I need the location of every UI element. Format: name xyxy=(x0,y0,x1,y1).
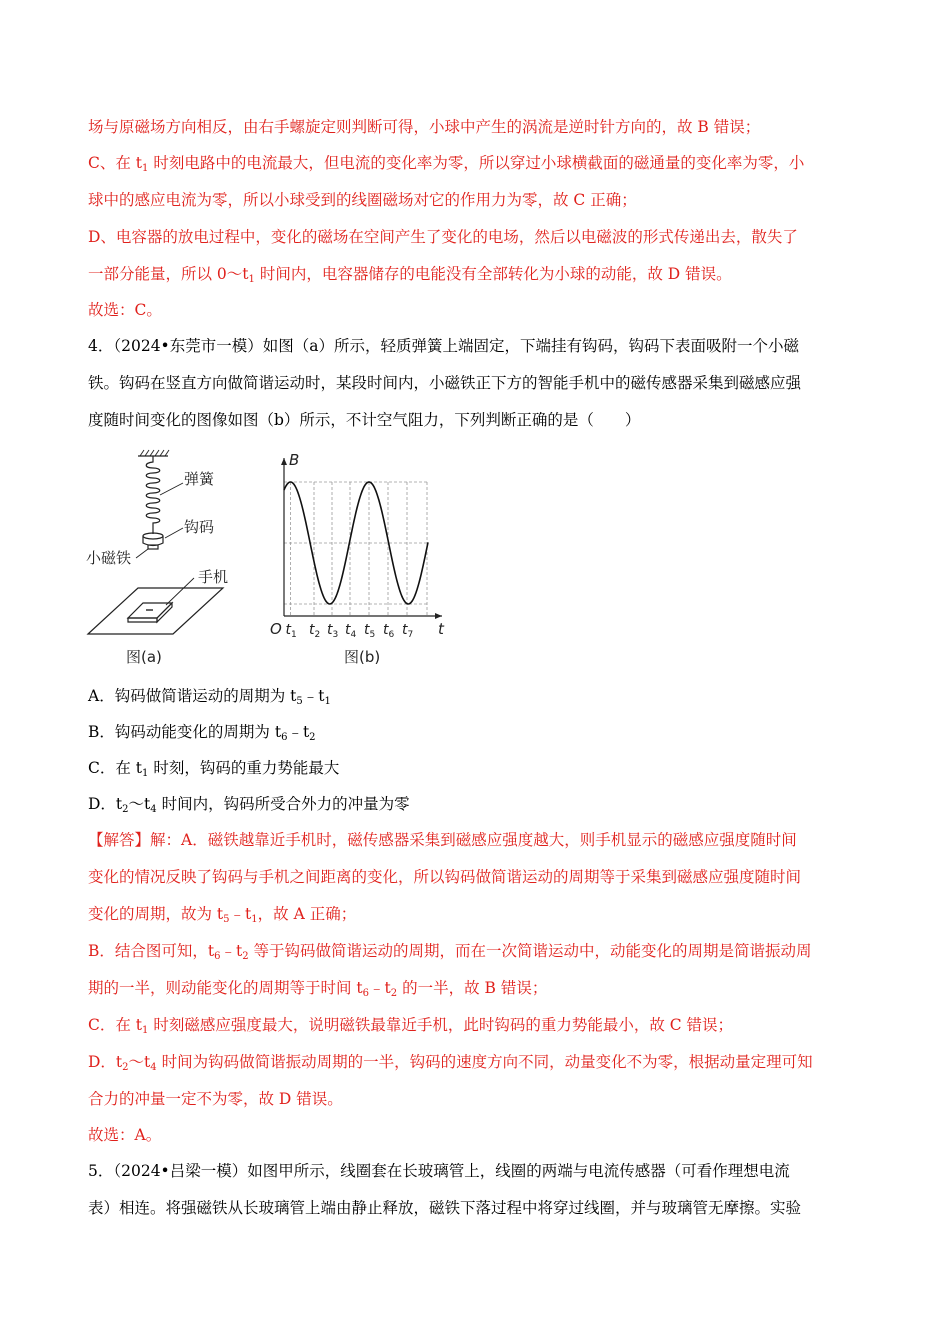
answer-line-1 xyxy=(88,116,760,138)
text-run: C、在 t xyxy=(88,154,143,172)
text-run: 的一半，故 B 错误； xyxy=(397,979,548,997)
text-run: ﹣t xyxy=(369,979,391,997)
answer-line-4 xyxy=(88,226,798,248)
tick-letter: t xyxy=(402,622,408,638)
question-4-line-1 xyxy=(88,335,799,357)
text-run: 5．（2024•吕梁一模）如图甲所示，线圈套在长玻璃管上，线圈的两端与电流传感器（可看作理想电流 xyxy=(88,1162,790,1180)
tick-subscript: 7 xyxy=(407,630,414,640)
tick-label-t3 xyxy=(327,622,338,640)
tick-label-t6 xyxy=(383,622,395,640)
option-b xyxy=(88,721,316,749)
spring-leader xyxy=(160,483,183,495)
text-run: ～t xyxy=(128,1053,151,1071)
tick-subscript: 4 xyxy=(350,630,357,640)
text-run: 故选：C。 xyxy=(88,301,162,319)
text-run: 铁。钩码在竖直方向做简谐运动时，某段时间内，小磁铁正下方的智能手机中的磁传感器采集到磁感应强 xyxy=(88,374,802,392)
tick-letter: t xyxy=(327,622,333,638)
solution-line-2 xyxy=(88,866,801,888)
subscript: 6 xyxy=(362,988,370,999)
solution-line-3 xyxy=(88,903,356,931)
text-run: 【解答】解：A．磁铁越靠近手机时，磁传感器采集到磁感应强度越大，则手机显示的磁感应强度随时间 xyxy=(88,831,797,849)
solution-line-5 xyxy=(88,977,547,1005)
tick-label-t2 xyxy=(309,622,320,640)
text-run: 时刻磁感应强度最大，说明磁铁最靠近手机，此时钩码的重力势能最小，故 C 错误； xyxy=(148,1016,734,1034)
answer-line-5 xyxy=(88,263,732,291)
weight-label: 钩码 xyxy=(184,518,215,536)
figure-svg xyxy=(86,448,466,673)
subscript: 2 xyxy=(122,1062,129,1073)
text-run: 时间内，电容器储存的电能没有全部转化为小球的动能，故 D 错误。 xyxy=(254,265,732,283)
answer-line-3 xyxy=(88,189,637,211)
text-run: D、电容器的放电过程中，变化的磁场在空间产生了变化的电场，然后以电磁波的形式传递出去，散失了 xyxy=(88,228,798,246)
solution-choice-line xyxy=(88,1124,161,1146)
text-run: 场与原磁场方向相反，由右手螺旋定则判断可得，小球中产生的涡流是逆时针方向的，故 B 错误； xyxy=(88,118,761,136)
question-4-line-2 xyxy=(88,372,801,394)
option-a xyxy=(88,685,331,713)
subscript: 5 xyxy=(223,914,230,925)
subscript: 6 xyxy=(214,951,221,962)
text-run: 时间内，钩码所受合外力的冲量为零 xyxy=(156,795,410,813)
tick-subscript: 2 xyxy=(314,630,321,640)
text-run: D．t xyxy=(88,795,123,813)
text-run: A．钩码做简谐运动的周期为 t xyxy=(88,687,297,705)
subscript: 2 xyxy=(390,988,398,999)
weight-leader xyxy=(165,528,183,538)
tick-label-t5 xyxy=(364,622,375,640)
subscript: 2 xyxy=(122,804,129,815)
tick-letter: t xyxy=(345,622,351,638)
text-run: ﹣t xyxy=(229,905,252,923)
text-run: 变化的情况反映了钩码与手机之间距离的变化，所以钩码做简谐运动的周期等于采集到磁感应强度随时间 xyxy=(88,868,802,886)
solution-line-8 xyxy=(88,1088,343,1110)
tick-subscript: 5 xyxy=(369,630,376,640)
spring-label: 弹簧 xyxy=(184,470,215,488)
tick-labels xyxy=(286,622,414,640)
question-5-line-1 xyxy=(88,1160,790,1182)
magnet-leader xyxy=(136,549,148,558)
text-run: 度随时间变化的图像如图（b）所示，不计空气阻力，下列判断正确的是（ ） xyxy=(88,411,641,429)
text-run: 球中的感应电流为零，所以小球受到的线圈磁场对它的作用力为零，故 C 正确； xyxy=(88,191,637,209)
text-run: 时间为钩码做简谐振动周期的一半，钩码的速度方向不同，动量变化不为零，根据动量定理可知 xyxy=(156,1053,813,1071)
magnet-shape xyxy=(148,545,158,549)
subscript: 4 xyxy=(150,1062,157,1073)
answer-line-2 xyxy=(88,152,804,180)
figure-a-caption: 图(a) xyxy=(126,648,162,666)
option-c xyxy=(88,757,339,785)
answer-choice-line xyxy=(88,299,162,321)
b-axis-label: B xyxy=(289,451,300,469)
subscript: 2 xyxy=(309,732,316,743)
phone-label: 手机 xyxy=(198,568,229,586)
tick-label-t7 xyxy=(402,622,413,640)
text-run: 表）相连。将强磁铁从长玻璃管上端由静止释放，磁铁下落过程中将穿过线圈，并与玻璃管无摩擦。实验 xyxy=(88,1199,802,1217)
tick-label-t1 xyxy=(286,622,297,640)
question-5-line-2 xyxy=(88,1197,801,1219)
t-axis-label: t xyxy=(438,620,444,638)
tick-letter: t xyxy=(285,622,291,638)
text-run: 等于钩码做简谐运动的周期，而在一次简谐运动中，动能变化的周期是简谐振动周 xyxy=(248,942,812,960)
text-run: 时刻电路中的电流最大，但电流的变化率为零，所以穿过小球横截面的磁通量的变化率为零，小 xyxy=(148,154,805,172)
option-d xyxy=(88,793,410,821)
solution-line-6 xyxy=(88,1014,733,1042)
text-run: ﹣t xyxy=(302,687,325,705)
text-run: 故选：A。 xyxy=(88,1126,162,1144)
text-run: 期的一半，则动能变化的周期等于时间 t xyxy=(88,979,363,997)
subscript: 1 xyxy=(142,163,149,174)
text-run: ，故 A 正确； xyxy=(257,905,357,923)
subscript: 5 xyxy=(296,696,303,707)
text-run: B．钩码动能变化的周期为 t xyxy=(88,723,282,741)
tick-letter: t xyxy=(383,622,389,638)
subscript: 1 xyxy=(324,696,331,707)
b-axis-arrow xyxy=(281,458,287,465)
solution-line-4 xyxy=(88,940,812,968)
ceiling-hatch xyxy=(140,450,169,456)
phone-edge xyxy=(157,603,172,622)
text-run: 变化的周期，故为 t xyxy=(88,905,224,923)
t-axis-arrow xyxy=(435,613,442,619)
text-run: 一部分能量，所以 0～t xyxy=(88,265,249,283)
weight-body xyxy=(143,536,163,546)
tick-subscript: 6 xyxy=(388,630,395,640)
subscript: 4 xyxy=(150,804,157,815)
magnet-label: 小磁铁 xyxy=(86,549,132,567)
text-run: ﹣t xyxy=(287,723,310,741)
text-run: 时刻，钩码的重力势能最大 xyxy=(148,759,340,777)
text-run: B．结合图可知，t xyxy=(88,942,215,960)
table-plane xyxy=(88,588,223,634)
figure-spring-and-graph xyxy=(86,448,466,677)
figure-b xyxy=(270,451,445,666)
solution-line-7 xyxy=(88,1051,813,1079)
subscript: 1 xyxy=(251,914,258,925)
subscript: 1 xyxy=(248,274,255,285)
subscript: 6 xyxy=(281,732,288,743)
figure-b-caption: 图(b) xyxy=(344,648,381,666)
solution-line-1 xyxy=(88,829,797,851)
tick-label-t4 xyxy=(345,622,357,640)
text-run: C．在 t xyxy=(88,1016,143,1034)
tick-letter: t xyxy=(364,622,370,638)
subscript: 1 xyxy=(142,1025,149,1036)
tick-subscript: 1 xyxy=(291,630,297,640)
tick-subscript: 3 xyxy=(332,630,339,640)
text-run: 合力的冲量一定不为零，故 D 错误。 xyxy=(88,1090,343,1108)
text-run: 4．（2024•东莞市一模）如图（a）所示，轻质弹簧上端固定，下端挂有钩码，钩码下表面吸附一个小磁 xyxy=(88,337,799,355)
figure-a-labels xyxy=(86,470,228,666)
subscript: 2 xyxy=(242,951,249,962)
tick-letter: t xyxy=(309,622,315,638)
spring-coil xyxy=(146,456,160,528)
origin-label: O xyxy=(270,620,282,638)
graph-gridlines xyxy=(284,482,428,616)
text-run: ﹣t xyxy=(220,942,243,960)
subscript: 1 xyxy=(142,768,149,779)
text-run: C．在 t xyxy=(88,759,143,777)
phone-leader xyxy=(166,578,194,605)
text-run: D．t xyxy=(88,1053,123,1071)
phone-side xyxy=(128,618,157,622)
question-4-line-3 xyxy=(88,409,640,431)
text-run: ～t xyxy=(128,795,151,813)
